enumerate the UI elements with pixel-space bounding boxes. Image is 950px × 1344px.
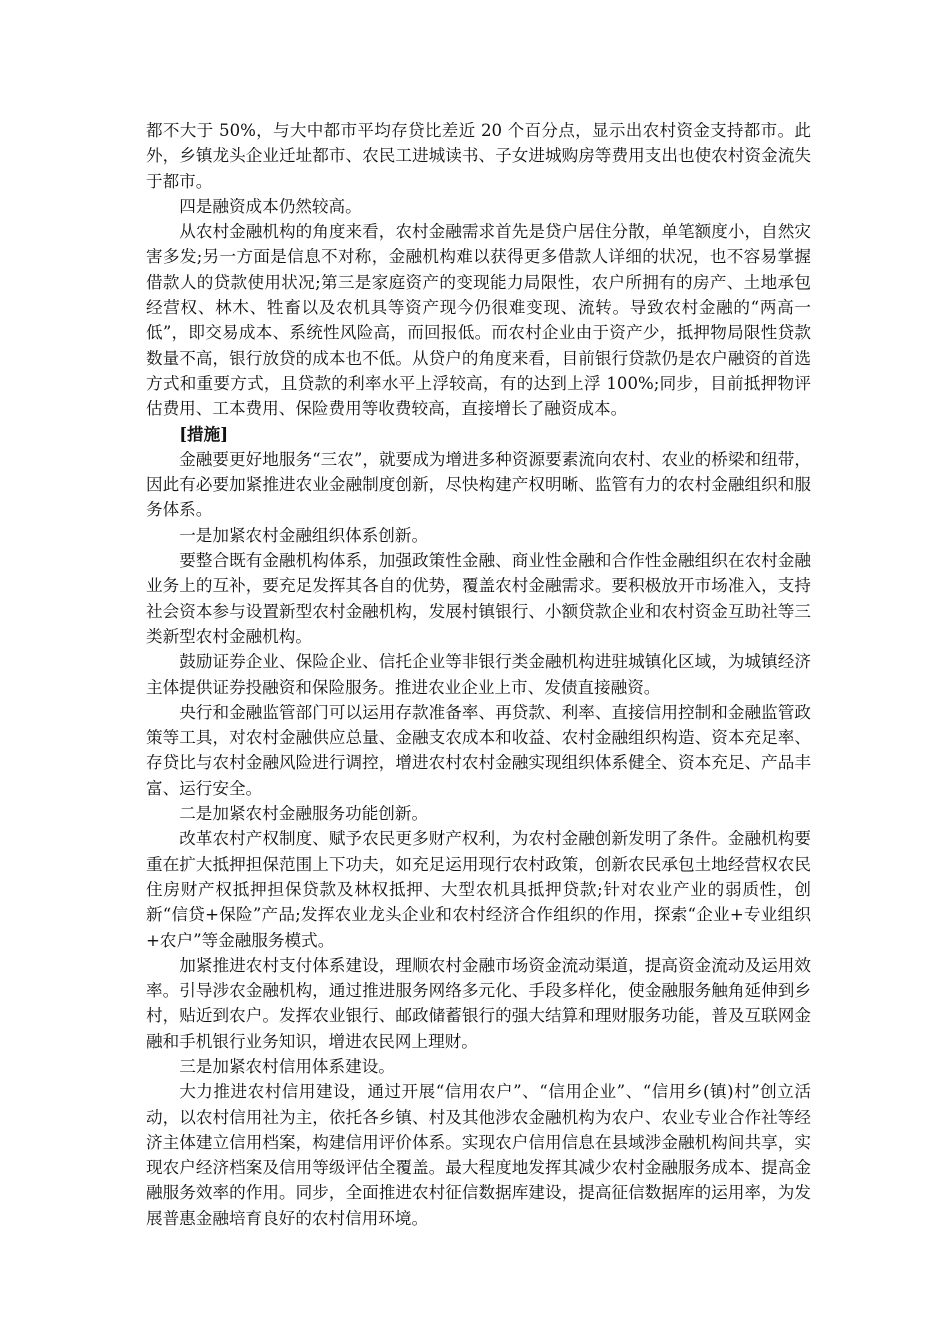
paragraph-non-bank-institutions: 鼓励证券企业、保险企业、信托企业等非银行类金融机构进驻城镇化区域，为城镇经济主体提供证券投融资和保险服务。推进农业企业上市、发债直接融资。	[146, 652, 811, 697]
paragraph-credit-system: 大力推进农村信用建设，通过开展“信用农户”、“信用企业”、“信用乡(镇)村”创立活动，以农村信用社为主，依托各乡镇、村及其他涉农金融机构为农户、农业专业合作社等经济主体建立信用档案，构建信用评价体系。实现农户信用信息在县域涉金融机构间共享，实现农户经济档案及信用等级评估全覆盖。最大程度地发挥其减少农村金融服务成本、提高金融服务效率的作用。同步，全面推进农村征信数据库建设，提高征信数据库的运用率，为发展普惠金融培育良好的农村信用环境。	[146, 1082, 811, 1228]
point-one-heading: 一是加紧农村金融组织体系创新。	[179, 525, 429, 545]
paragraph-central-bank-tools: 央行和金融监管部门可以运用存款准备率、再贷款、利率、直接信用控制和金融监管政策等工具，对农村金融供应总量、金融支农成本和收益、农村金融组织构造、资本充足率、存贷比与农村金融风险进行调控，增进农村农村金融实现组织体系健全、资本充足、产品丰富、运行安全。	[146, 702, 811, 798]
paragraph-property-rights-reform: 改革农村产权制度、赋予农民更多财产权利，为农村金融创新发明了条件。金融机构要重在扩大抵押担保范围上下功夫，如充足运用现行农村政策，创新农民承包土地经营权农民住房财产权抵押担保贷款及林权抵押、大型农机具抵押贷款;针对农业产业的弱质性，创新“信贷+保险”产品;发挥农业龙头企业和农村经济合作组织的作用，探索“企业+专业组织+农户”等金融服务模式。	[146, 829, 811, 950]
paragraph-continuation: 都不大于 50%，与大中都市平均存贷比差近 20 个百分点，显示出农村资金支持都市。此外，乡镇龙头企业迁址都市、农民工进城读书、子女进城购房等费用支出也使农村资金流失于都市。	[146, 121, 811, 191]
point-three-heading: 三是加紧农村信用体系建设。	[179, 1056, 395, 1076]
section-heading-measures: [措施]	[179, 423, 229, 444]
paragraph-payment-system: 加紧推进农村支付体系建设，理顺农村金融市场资金流动渠道，提高资金流动及运用效率。引导涉农金融机构，通过推进服务网络多元化、手段多样化，使金融服务触角延伸到乡村，贴近到农户。发挥农业银行、邮政储蓄银行的强大结算和理财服务功能，普及互联网金融和手机银行业务知识，增进农民网上理财。	[146, 955, 811, 1051]
point-two-heading: 二是加紧农村金融服务功能创新。	[179, 804, 429, 824]
document-body	[146, 118, 811, 1231]
paragraph-institution-integration: 要整合既有金融机构体系，加强政策性金融、商业性金融和合作性金融组织在农村金融业务上的互补，要充足发挥其各自的优势，覆盖农村金融需求。要积极放开市场准入，支持社会资本参与设置新型农村金融机构，发展村镇银行、小额贷款企业和农村资金互助社等三类新型农村金融机构。	[146, 551, 811, 646]
paragraph-measures-intro: 金融要更好地服务“三农”，就要成为增进多种资源要素流向农村、农业的桥梁和纽带，因此有必要加紧推进农业金融制度创新，尽快构建产权明晰、监管有力的农村金融组织和服务体系。	[146, 449, 811, 520]
paragraph-financing-cost: 从农村金融机构的角度来看，农村金融需求首先是贷户居住分散，单笔额度小，自然灾害多发;另一方面是信息不对称，金融机构难以获得更多借款人详细的状况，也不容易掌握借款人的贷款使用状况;第三是家庭资产的变现能力局限性，农户所拥有的房产、土地承包经营权、林木、牲畜以及农机具等资产现今仍很难变现、流转。导致农村金融的“两高一低”，即交易成本、系统性风险高，而回报低。而农村企业由于资产少，抵押物局限性贷款数量不高，银行放贷的成本也不低。从贷户的角度来看，目前银行贷款仍是农户融资的首选方式和重要方式，且贷款的利率水平上浮较高，有的达到上浮 100%;同步，目前抵押物评估费用、工本费用、保险费用等收费较高，直接增长了融资成本。	[146, 222, 811, 419]
point-four-heading: 四是融资成本仍然较高。	[179, 196, 362, 216]
